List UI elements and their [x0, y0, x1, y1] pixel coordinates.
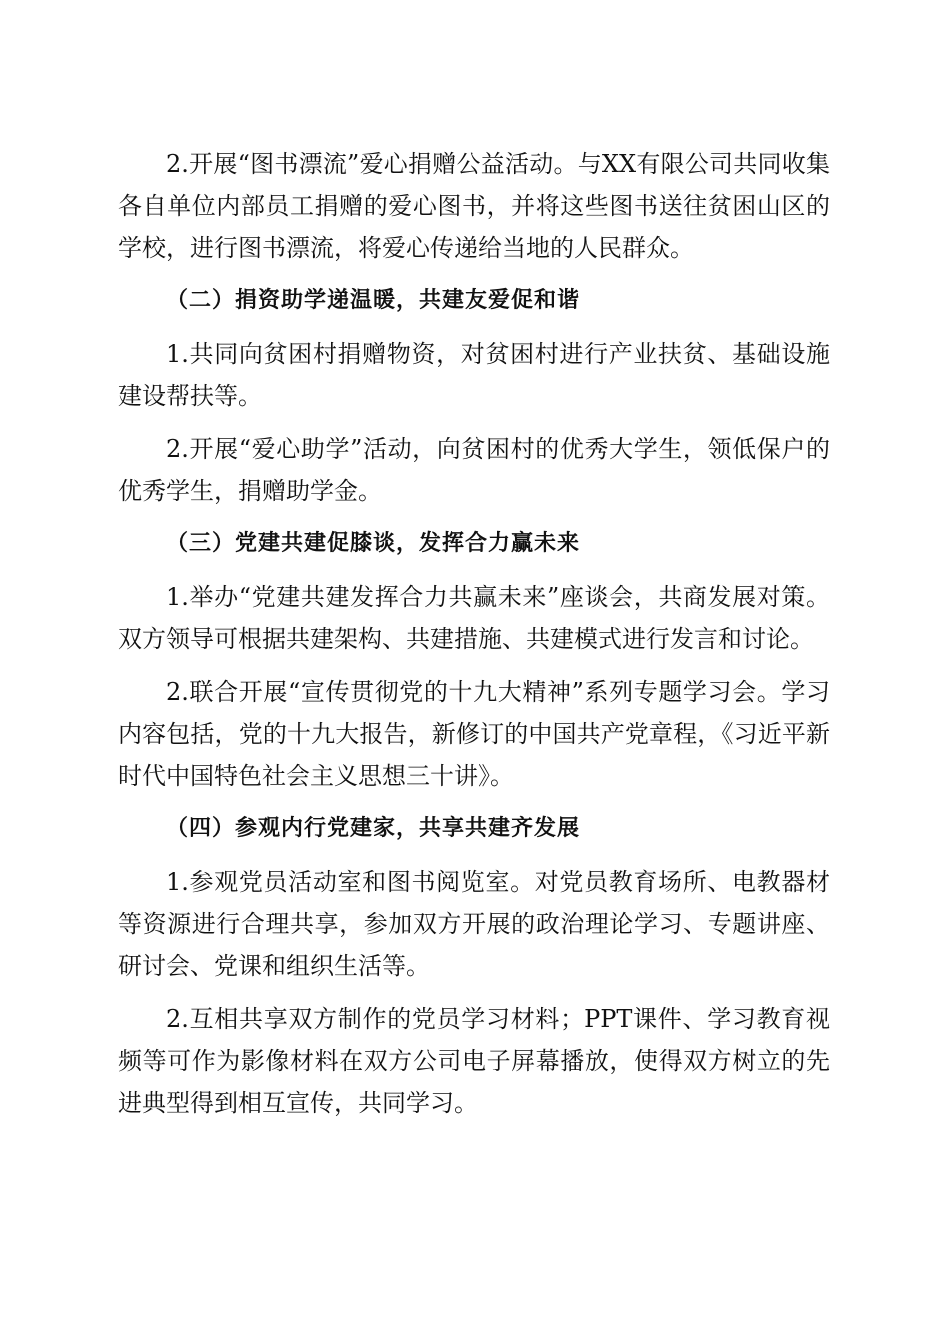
paragraph-item-symposium: 1.举办“党建共建发挥合力共赢未来”座谈会，共商发展对策。双方领导可根据共建架构、共建措施、共建模式进行发言和讨论。	[118, 583, 830, 653]
paragraph-item-visit-rooms: 1.参观党员活动室和图书阅览室。对党员教育场所、电教器材等资源进行合理共享，参加双方开展的政治理论学习、专题讲座、研讨会、党课和组织生活等。	[118, 868, 830, 980]
paragraph-item-study-session: 2.联合开展“宣传贯彻党的十九大精神”系列专题学习会。学习内容包括，党的十九大报告，新修订的中国共产党章程，《习近平新时代中国特色社会主义思想三十讲》。	[118, 678, 830, 790]
section-heading-2: （二）捐资助学递温暖，共建友爱促和谐	[166, 288, 581, 313]
paragraph-item-book-drift: 2.开展“图书漂流”爱心捐赠公益活动。与XX有限公司共同收集各自单位内部员工捐赠的爱心图书，并将这些图书送往贫困山区的学校，进行图书漂流，将爱心传递给当地的人民群众。	[118, 150, 830, 262]
section-heading-4: （四）参观内行党建家，共享共建齐发展	[166, 816, 581, 841]
paragraph-item-donate-supplies: 1.共同向贫困村捐赠物资，对贫困村进行产业扶贫、基础设施建设帮扶等。	[118, 340, 830, 410]
paragraph-item-scholarship: 2.开展“爱心助学”活动，向贫困村的优秀大学生，领低保户的优秀学生，捐赠助学金。	[118, 435, 830, 505]
document-body	[118, 143, 830, 1135]
section-heading-3: （三）党建共建促膝谈，发挥合力赢未来	[166, 531, 581, 556]
paragraph-item-share-materials: 2.互相共享双方制作的党员学习材料；PPT课件、学习教育视频等可作为影像材料在双方公司电子屏幕播放，使得双方树立的先进典型得到相互宣传，共同学习。	[118, 1005, 830, 1117]
